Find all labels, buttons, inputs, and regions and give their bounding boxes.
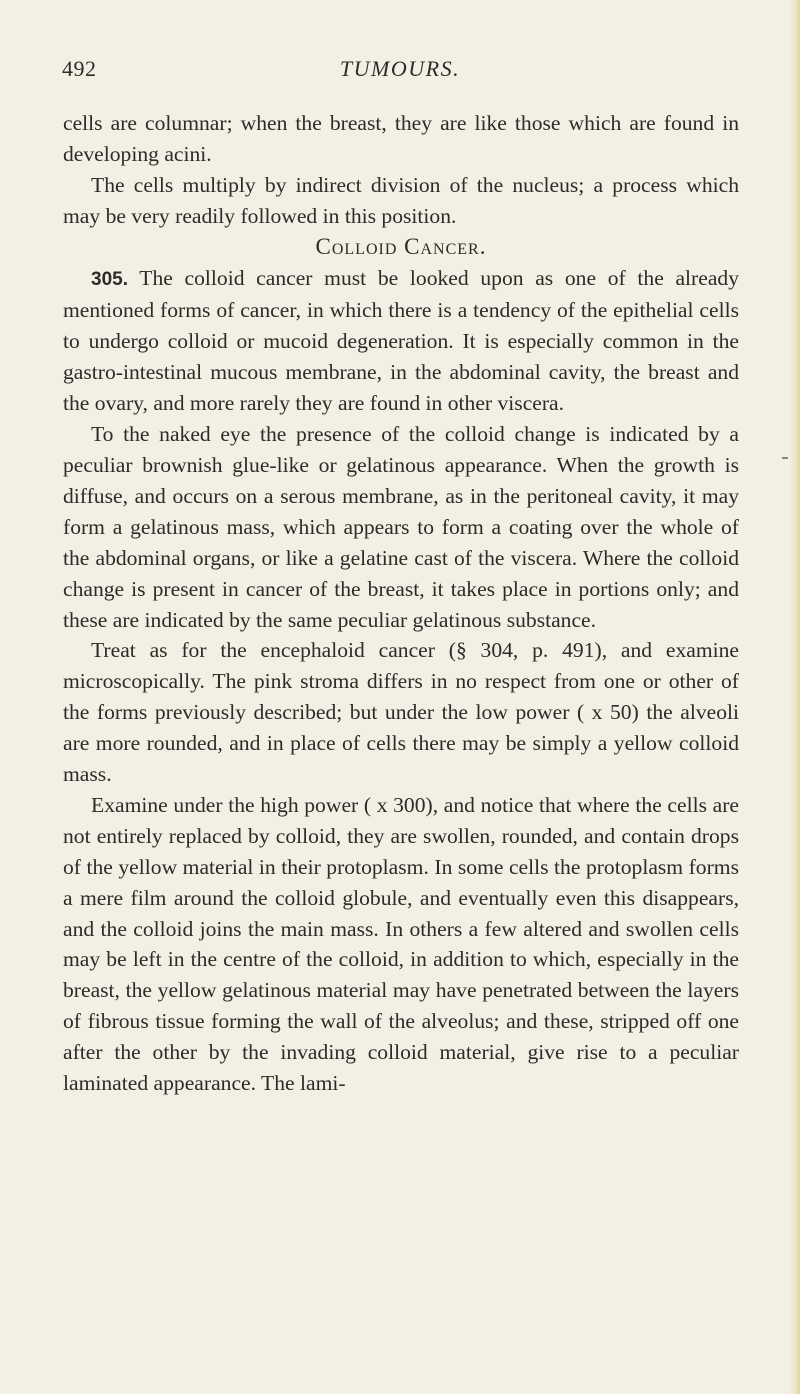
page-number: 492 [62, 56, 97, 81]
running-head: TUMOURS. [339, 56, 461, 81]
margin-mark [782, 457, 788, 459]
paragraph-305-text: The colloid cancer must be looked upon as one of the already mentioned forms of cancer, in which there is a tendency of the epithelial cells to undergo colloid or mucoid degeneration. It is especially common in the gastro-intestinal mucous membrane, in the abdominal cavity, the breast and the ovary, and more rarely they are found in other viscera. [63, 265, 739, 416]
page-edge [790, 0, 800, 1394]
paragraph-high-power: Examine under the high power ( x 300), and notice that where the cells are not entirely replaced by colloid, they are swollen, rounded, and contain drops of the yellow material in their protoplasm. In some cells the protoplasm forms a mere film around the colloid globule, and eventually even this disappears, and the colloid joins the main mass. In others a few altered and swollen cells may be left in the centre of the colloid, in addition to which, especially in the breast, the yellow gelatinous material may have penetrated between the layers of fibrous tissue forming the wall of the alveolus; and these, stripped off one after the other by the invading colloid material, give rise to a peculiar laminated appearance. The lami- [63, 792, 739, 1096]
paragraph-305 [63, 263, 739, 420]
section-heading: Colloid Cancer. [315, 233, 487, 259]
paragraph-treatment: Treat as for the encephaloid cancer (§ 304, p. 491), and examine microscopically. The pink stroma differs in no respect from one or other of the forms previously described; but under the low power ( x 50) the alveoli are more rounded, and in place of cells there may be simply a yellow colloid mass. [63, 638, 739, 787]
page-header [62, 56, 738, 88]
paragraph-cell-division: The cells multiply by indirect division of the nucleus; a process which may be very readily followed in this position. [63, 172, 739, 228]
paragraph-naked-eye: To the naked eye the presence of the colloid change is indicated by a peculiar brownish glue-like or gelatinous appearance. When the growth is diffuse, and occurs on a serous membrane, as in the peritoneal cavity, it may form a gelatinous mass, which appears to form a coating over the whole of the abdominal organs, or like a gelatine cast of the viscera. Where the colloid change is present in cancer of the breast, it takes place in portions only; and these are indicated by the same peculiar gelatinous substance. [63, 422, 739, 632]
paragraph-number: 305. [91, 268, 128, 290]
page-body [63, 108, 739, 1099]
paragraph-continuation: cells are columnar; when the breast, they are like those which are found in developing acini. [63, 111, 739, 166]
